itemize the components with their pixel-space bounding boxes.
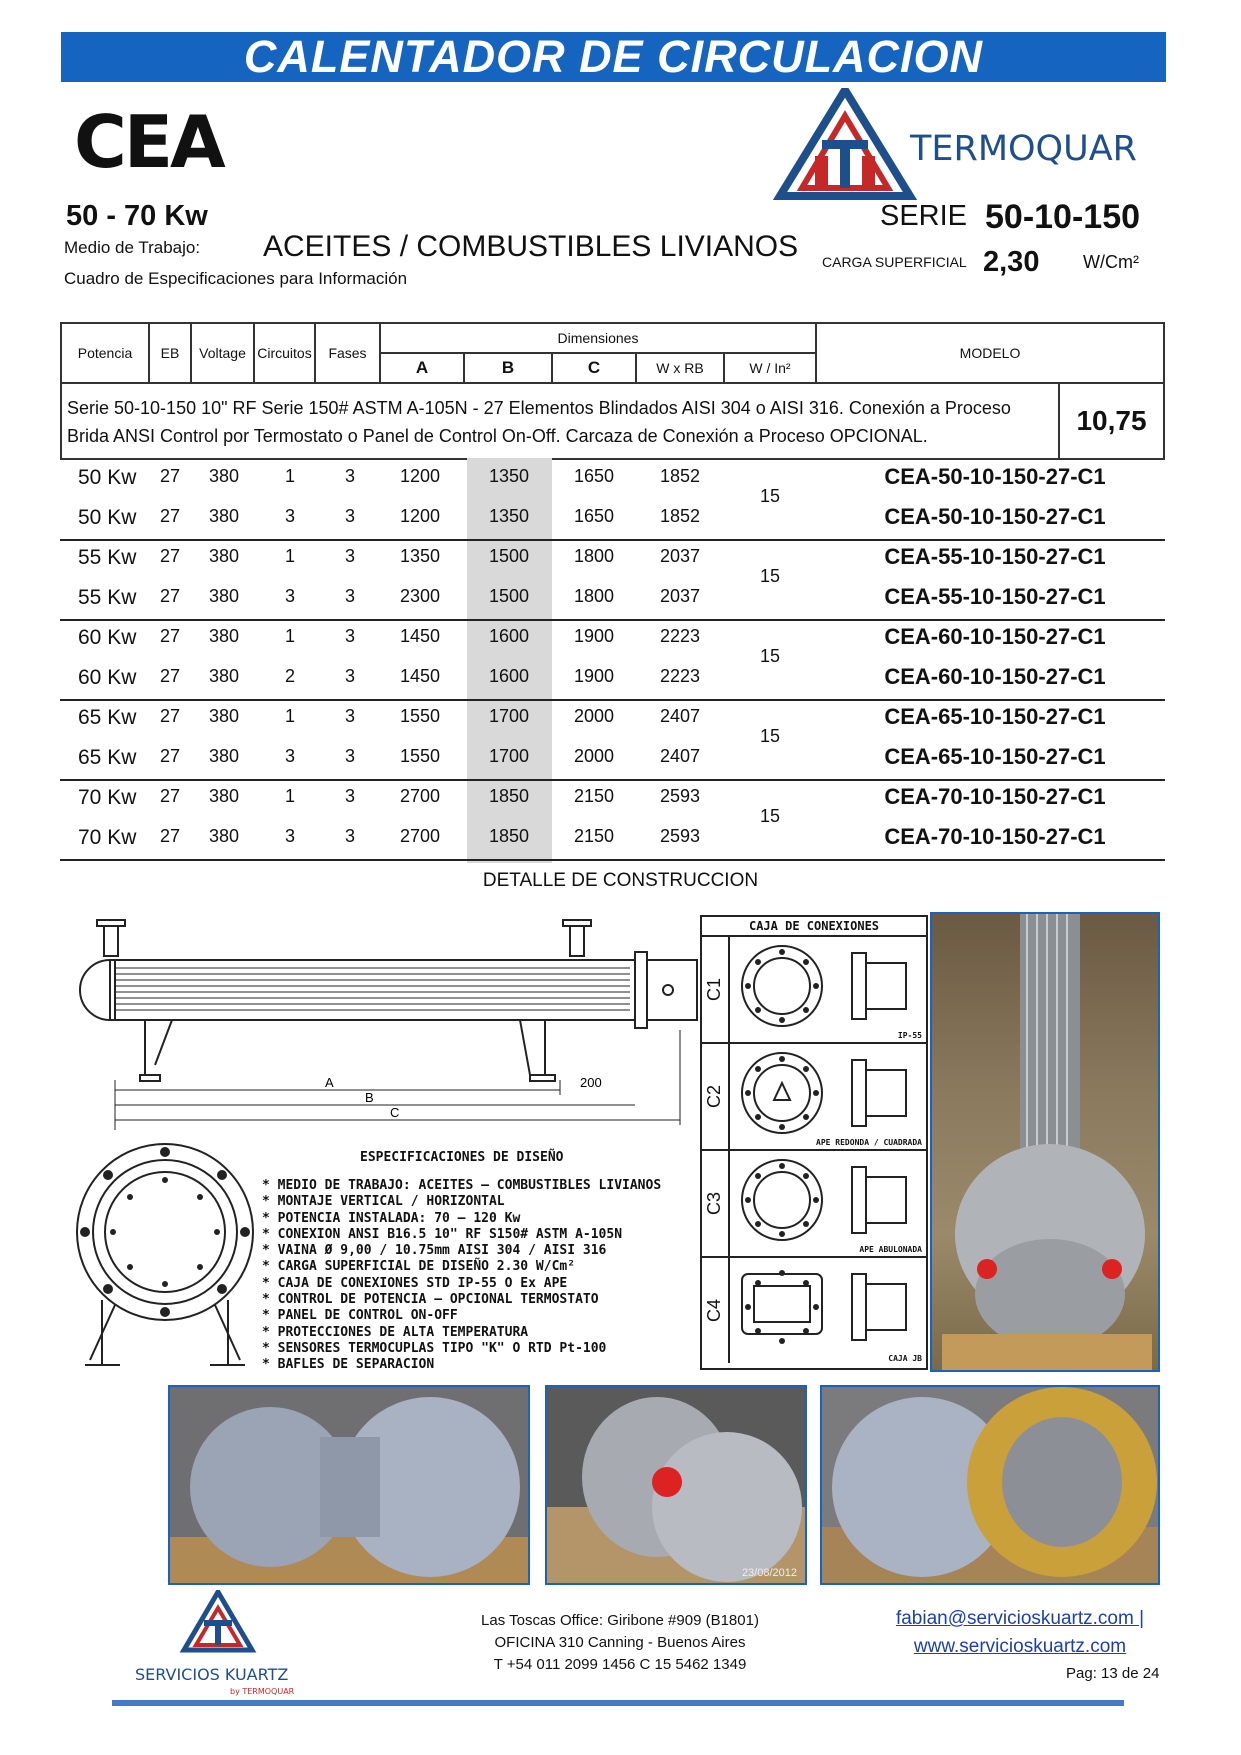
cell-voltage: 380 <box>208 746 240 766</box>
spec-item <box>262 1325 661 1341</box>
cell-modelo: CEA-65-10-150-27-C1 <box>884 704 1106 729</box>
cell-c: 2000 <box>573 706 615 726</box>
servicios-kuartz-logo <box>130 1590 330 1700</box>
cell-c: 1650 <box>573 506 615 526</box>
spec-item-text: MONTAJE VERTICAL / HORIZONTAL <box>277 1194 505 1210</box>
spec-item-text: CAJA DE CONEXIONES STD IP-55 O Ex APE <box>277 1275 568 1291</box>
bullet: * <box>262 1243 278 1259</box>
bullet: * <box>262 1340 278 1356</box>
photo-heater-flange-3 <box>820 1385 1160 1585</box>
carga-value: 2,30 <box>983 246 1040 278</box>
spec-caption: Cuadro de Especificaciones para Información <box>64 269 408 288</box>
cell-wxrb: 2223 <box>659 626 701 646</box>
description-line-1: Serie 50-10-150 10" RF Serie 150# ASTM A-105N - 27 Elementos Blindados AISI 304 o AISI 316. Conexión a Proceso <box>67 398 1011 418</box>
cell-wxrb: 2593 <box>659 786 701 806</box>
cell-fases: 3 <box>344 826 355 846</box>
company-name: SERVICIOS KUARTZ <box>135 1665 289 1684</box>
front-view-drawing <box>70 1140 260 1375</box>
serie-value: 50-10-150 <box>985 198 1141 236</box>
bullet: * <box>262 1308 278 1324</box>
cell-a: 1200 <box>399 466 441 486</box>
th-voltage: Voltage <box>190 322 255 384</box>
th-fases: Fases <box>314 322 381 384</box>
cell-voltage: 380 <box>208 626 240 646</box>
company-sub: by TERMOQUAR <box>230 1687 295 1696</box>
caja-row <box>702 1044 926 1151</box>
cell-potencia: 70 Kw <box>78 786 137 809</box>
dim-200-label: 200 <box>580 1075 602 1090</box>
cell-eb: 27 <box>159 746 181 766</box>
bullet: * <box>262 1324 278 1340</box>
th-circuitos: Circuitos <box>253 322 316 384</box>
cell-eb: 27 <box>159 546 181 566</box>
cell-c: 1800 <box>573 586 615 606</box>
caja-drawing <box>732 1262 922 1352</box>
th-c: C <box>551 352 637 384</box>
th-b: B <box>463 352 553 384</box>
cell-wxrb: 1852 <box>659 506 701 526</box>
cell-potencia: 55 Kw <box>78 546 137 569</box>
spec-item-text: PROTECCIONES DE ALTA TEMPERATURA <box>277 1324 529 1340</box>
cell-modelo: CEA-60-10-150-27-C1 <box>884 624 1106 649</box>
footer-bar <box>112 1700 1124 1706</box>
cell-b: 1700 <box>488 746 530 766</box>
page-number: Pag: 13 de 24 <box>1066 1665 1160 1682</box>
spec-item-text: POTENCIA INSTALADA: 70 – 120 Kw <box>277 1210 521 1226</box>
product-code: CEA <box>74 100 223 184</box>
caja-label: C3 <box>704 1191 725 1216</box>
cell-circuitos: 2 <box>284 666 295 686</box>
cell-fases: 3 <box>344 746 355 766</box>
bullet: * <box>262 1259 278 1275</box>
serie-label: SERIE <box>880 200 968 232</box>
cell-eb: 27 <box>159 466 181 486</box>
spec-item <box>262 1259 661 1275</box>
address-line-2: OFICINA 310 Canning - Buenos Aires <box>494 1634 746 1651</box>
spec-item <box>262 1357 661 1373</box>
caja-note: APE REDONDA / CUADRADA <box>816 1138 922 1147</box>
termoquar-logo <box>770 88 1170 203</box>
cell-b: 1500 <box>488 586 530 606</box>
cell-circuitos: 1 <box>284 546 295 566</box>
th-potencia: Potencia <box>60 322 150 384</box>
spec-item-text: SENSORES TERMOCUPLAS TIPO "K" O RTD Pt-100 <box>277 1340 607 1356</box>
cell-potencia: 70 Kw <box>78 826 137 849</box>
cell-b: 1850 <box>488 786 530 806</box>
footer-address <box>440 1610 800 1676</box>
caja-row <box>702 937 926 1044</box>
cell-a: 1200 <box>399 506 441 526</box>
cell-wxrb: 2037 <box>659 546 701 566</box>
cell-voltage: 380 <box>208 546 240 566</box>
spec-item-text: CARGA SUPERFICIAL DE DISEÑO 2.30 W/Cm² <box>277 1259 576 1275</box>
cell-b: 1600 <box>488 626 530 646</box>
bullet: * <box>262 1178 278 1193</box>
spec-item <box>262 1341 661 1357</box>
cell-wxrb: 2593 <box>659 826 701 846</box>
cell-modelo: CEA-70-10-150-27-C1 <box>884 824 1106 849</box>
photo-vertical-heater <box>930 912 1160 1372</box>
cell-eb: 27 <box>159 586 181 606</box>
cell-modelo: CEA-65-10-150-27-C1 <box>884 744 1106 769</box>
row-separator <box>60 779 1165 781</box>
cell-potencia: 60 Kw <box>78 666 137 689</box>
cell-fases: 3 <box>344 546 355 566</box>
cell-b: 1350 <box>488 466 530 486</box>
caja-row <box>702 1258 926 1365</box>
dim-a-label: A <box>325 1075 334 1090</box>
caja-label: C4 <box>704 1298 725 1323</box>
medium-label: Medio de Trabajo: <box>64 238 201 257</box>
cell-modelo: CEA-50-10-150-27-C1 <box>884 464 1106 489</box>
power-range: 50 - 70 Kw <box>66 200 208 232</box>
cell-a: 2700 <box>399 826 441 846</box>
cell-b: 1350 <box>488 506 530 526</box>
cell-wxrb: 2223 <box>659 666 701 686</box>
cell-potencia: 50 Kw <box>78 506 137 529</box>
cell-voltage: 380 <box>208 666 240 686</box>
cell-modelo: CEA-55-10-150-27-C1 <box>884 544 1106 569</box>
medium-value: ACEITES / COMBUSTIBLES LIVIANOS <box>263 230 799 263</box>
photo-heater-flange-1 <box>168 1385 530 1585</box>
spec-item <box>262 1194 661 1210</box>
spec-item <box>262 1227 661 1243</box>
row-separator <box>60 619 1165 621</box>
website-link[interactable]: www.servicioskuartz.com <box>913 1636 1127 1657</box>
carga-label: CARGA SUPERFICIAL <box>822 254 967 270</box>
cell-b: 1850 <box>488 826 530 846</box>
cell-c: 2150 <box>573 826 615 846</box>
cell-w-in2: 15 <box>759 726 781 746</box>
cell-circuitos: 3 <box>284 586 295 606</box>
cell-wxrb: 1852 <box>659 466 701 486</box>
cell-potencia: 65 Kw <box>78 746 137 769</box>
cell-circuitos: 1 <box>284 706 295 726</box>
cell-w-in2: 15 <box>759 566 781 586</box>
cell-a: 2300 <box>399 586 441 606</box>
spec-item-text: MEDIO DE TRABAJO: ACEITES – COMBUSTIBLES LIVIANOS <box>277 1178 662 1193</box>
bullet: * <box>262 1275 278 1291</box>
spec-item <box>262 1276 661 1292</box>
cell-c: 1900 <box>573 626 615 646</box>
cell-eb: 27 <box>159 826 181 846</box>
caja-drawing <box>732 1048 922 1138</box>
row-separator <box>60 539 1165 541</box>
cell-voltage: 380 <box>208 826 240 846</box>
cell-a: 1450 <box>399 666 441 686</box>
cell-w-in2: 15 <box>759 646 781 666</box>
cell-w-in2: 15 <box>759 806 781 826</box>
bullet: * <box>262 1210 278 1226</box>
caja-drawing <box>732 941 922 1031</box>
cell-eb: 27 <box>159 506 181 526</box>
cell-fases: 3 <box>344 506 355 526</box>
spec-item <box>262 1243 661 1259</box>
dim-b-label: B <box>365 1090 374 1105</box>
cell-a: 1550 <box>399 706 441 726</box>
address-line-3: T +54 011 2099 1456 C 15 5462 1349 <box>493 1656 747 1673</box>
row-separator <box>60 859 1165 861</box>
address-line-1: Las Toscas Office: Giribone #909 (B1801) <box>481 1612 759 1629</box>
cell-c: 1900 <box>573 666 615 686</box>
cell-eb: 27 <box>159 626 181 646</box>
series-description <box>60 382 1060 460</box>
spec-item-text: CONEXION ANSI B16.5 10" RF S150# ASTM A-105N <box>277 1226 623 1242</box>
cell-modelo: CEA-70-10-150-27-C1 <box>884 784 1106 809</box>
cell-circuitos: 3 <box>284 826 295 846</box>
caja-label: C2 <box>704 1084 725 1109</box>
cell-voltage: 380 <box>208 706 240 726</box>
caja-drawing <box>732 1155 922 1245</box>
cell-circuitos: 1 <box>284 626 295 646</box>
cell-circuitos: 3 <box>284 506 295 526</box>
cell-potencia: 65 Kw <box>78 706 137 729</box>
bullet: * <box>262 1226 278 1242</box>
cell-potencia: 60 Kw <box>78 626 137 649</box>
cell-modelo: CEA-60-10-150-27-C1 <box>884 664 1106 689</box>
cell-fases: 3 <box>344 626 355 646</box>
cell-c: 1800 <box>573 546 615 566</box>
th-dimensiones: Dimensiones <box>379 322 817 354</box>
cell-a: 1350 <box>399 546 441 566</box>
cell-fases: 3 <box>344 786 355 806</box>
bullet: * <box>262 1357 278 1373</box>
caja-note: IP-55 <box>897 1031 922 1040</box>
cell-c: 2000 <box>573 746 615 766</box>
caja-row <box>702 1151 926 1258</box>
w-in2-value: 10,75 <box>1058 382 1165 460</box>
cell-a: 1450 <box>399 626 441 646</box>
spec-item-text: VAINA Ø 9,00 / 10.75mm AISI 304 / AISI 316 <box>277 1243 607 1259</box>
cell-fases: 3 <box>344 666 355 686</box>
spec-list <box>262 1178 661 1374</box>
cell-voltage: 380 <box>208 786 240 806</box>
brand-name: TERMOQUAR <box>910 129 1137 169</box>
cell-voltage: 380 <box>208 506 240 526</box>
cell-voltage: 380 <box>208 586 240 606</box>
side-view-drawing <box>60 910 700 1140</box>
bullet: * <box>262 1292 278 1308</box>
cell-modelo: CEA-55-10-150-27-C1 <box>884 584 1106 609</box>
cell-w-in2: 15 <box>759 486 781 506</box>
spec-item-text: PANEL DE CONTROL ON-OFF <box>277 1308 458 1324</box>
cell-potencia: 50 Kw <box>78 466 137 489</box>
th-modelo: MODELO <box>815 322 1165 384</box>
detalle-title: DETALLE DE CONSTRUCCION <box>482 870 759 891</box>
spec-item-text: BAFLES DE SEPARACION <box>277 1357 435 1373</box>
cell-a: 1550 <box>399 746 441 766</box>
cell-circuitos: 1 <box>284 786 295 806</box>
cell-c: 2150 <box>573 786 615 806</box>
cell-eb: 27 <box>159 666 181 686</box>
bullet: * <box>262 1194 278 1210</box>
cell-circuitos: 1 <box>284 466 295 486</box>
cell-b: 1500 <box>488 546 530 566</box>
cell-wxrb: 2037 <box>659 586 701 606</box>
photo-date: 23/08/2012 <box>741 1567 797 1579</box>
cell-wxrb: 2407 <box>659 706 701 726</box>
cell-potencia: 55 Kw <box>78 586 137 609</box>
cell-fases: 3 <box>344 466 355 486</box>
spec-item <box>262 1211 661 1227</box>
cell-voltage: 380 <box>208 466 240 486</box>
cell-b: 1600 <box>488 666 530 686</box>
spec-item-text: CONTROL DE POTENCIA – OPCIONAL TERMOSTATO <box>277 1292 599 1308</box>
dim-c-label: C <box>390 1105 400 1120</box>
th-win2: W / In² <box>723 352 817 384</box>
th-a: A <box>379 352 465 384</box>
cell-fases: 3 <box>344 706 355 726</box>
caja-conexiones-panel <box>700 915 928 1370</box>
cell-a: 2700 <box>399 786 441 806</box>
spec-item <box>262 1292 661 1308</box>
cell-c: 1650 <box>573 466 615 486</box>
spec-item <box>262 1308 661 1324</box>
photo-heater-flange-2 <box>545 1385 807 1585</box>
th-eb: EB <box>148 322 192 384</box>
description-line-2: Brida ANSI Control por Termostato o Panel de Control On-Off. Carcaza de Conexión a Proceso OPCIONAL. <box>67 426 928 446</box>
caja-title: CAJA DE CONEXIONES <box>702 917 926 937</box>
spec-title: ESPECIFICACIONES DE DISEÑO <box>360 1150 564 1165</box>
cell-wxrb: 2407 <box>659 746 701 766</box>
cell-eb: 27 <box>159 706 181 726</box>
caja-note: CAJA JB <box>888 1354 922 1363</box>
th-wxrb: W x RB <box>635 352 725 384</box>
cell-circuitos: 3 <box>284 746 295 766</box>
cell-eb: 27 <box>159 786 181 806</box>
cell-b: 1700 <box>488 706 530 726</box>
caja-note: APE ABULONADA <box>859 1245 922 1254</box>
email-link[interactable]: fabian@servicioskuartz.com | <box>895 1608 1145 1629</box>
footer-contact <box>860 1605 1180 1661</box>
cell-modelo: CEA-50-10-150-27-C1 <box>884 504 1106 529</box>
row-separator <box>60 699 1165 701</box>
carga-unit: W/Cm² <box>1083 252 1139 272</box>
page-title: CALENTADOR DE CIRCULACION <box>243 31 984 82</box>
caja-label: C1 <box>704 977 725 1002</box>
spec-item <box>262 1178 661 1194</box>
cell-fases: 3 <box>344 586 355 606</box>
